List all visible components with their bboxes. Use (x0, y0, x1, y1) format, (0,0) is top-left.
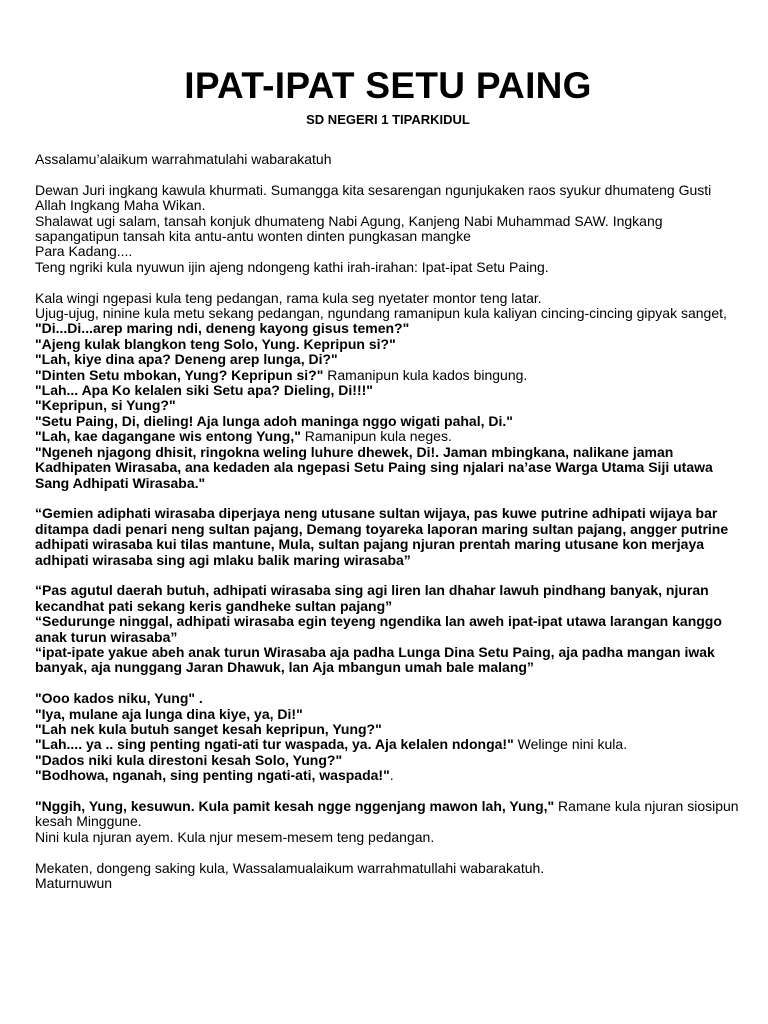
dialogue-line: “Sedurunge ninggal, adhipati wirasaba egin teyeng ngendika lan aweh ipat-ipat utawa larangan kanggo anak turun wirasaba” (35, 613, 722, 645)
dialogue-text: "Di...Di...arep maring ndi, deneng kayong gisus temen?" (35, 320, 410, 337)
dialogue-line: "Iya, mulane aja lunga dina kiye, ya, Di!" (35, 705, 303, 722)
dialogue-line: "Lah... Apa Ko kelalen siki Setu apa? Dieling, Di!!!" (35, 382, 373, 399)
narration-text: Welinge nini kula. (513, 736, 628, 753)
narration-text: Ujug-ujug, ninine kula metu sekang pedangan, ngundang ramanipun kula kaliyan cincing-cincing gipyak sanget, (35, 305, 727, 322)
text-line: Kala wingi ngepasi kula teng pedangan, rama kula seg nyetater montor teng latar. (35, 289, 542, 306)
paragraph-spacer (35, 568, 741, 583)
dialogue-line: "Ooo kados niku, Yung" . (35, 690, 203, 707)
text-line: Mekaten, dongeng saking kula, Wassalamualaikum warrahmatullahi wabarakatuh. (35, 859, 545, 876)
opening-paragraph (35, 183, 741, 275)
departure-paragraph (35, 799, 741, 845)
dialogue-text: "Bodhowa, nganah, sing penting ngati-ati, waspada!" (35, 767, 390, 784)
closing-paragraph (35, 861, 741, 892)
paragraph-spacer (35, 491, 741, 506)
document-page (35, 62, 741, 891)
dialogue-line: "Lah, kiye dina apa? Deneng arep lunga, Di?" (35, 351, 338, 368)
paragraph-spacer (35, 275, 741, 290)
text-line (35, 768, 741, 783)
narration-text: . (389, 767, 394, 784)
text-line: Shalawat ugi salam, tansah konjuk dhumateng Nabi Agung, Kanjeng Nabi Muhammad SAW. Ingkang sapangatipun tansah kita antu-antu wonten dinten pungkasan mangke (35, 212, 663, 245)
greeting-paragraph (35, 152, 741, 167)
dialogue-line: “ipat-ipate yakue abeh anak turun Wirasaba aja padha Lunga Dina Setu Paing, aja padha mangan iwak banyak, aja nunggang Jaran Dhawuk, lan Aja mbangun umah bale malang” (35, 643, 715, 676)
dialogue-line: "Ajeng kulak blangkon teng Solo, Yung. Kepripun si?" (35, 335, 396, 352)
narration-text: Ramanipun kula neges. (300, 428, 452, 445)
text-line (35, 306, 741, 337)
text-line: Nini kula njuran ayem. Kula njur mesem-mesem teng pedangan. (35, 828, 435, 845)
paragraph-spacer (35, 676, 741, 691)
text-line: Para Kadang.... (35, 243, 133, 260)
text-line: Maturnuwun (35, 874, 113, 891)
history-paragraph (35, 506, 741, 568)
dialogue-text: "Lah, kae dagangane wis entong Yung," (35, 428, 301, 445)
text-line: Teng ngriki kula nyuwun ijin ajeng ndongeng kathi irah-irahan: Ipat-ipat Setu Paing. (35, 258, 549, 275)
greeting-line: Assalamu’alaikum warrahmatulahi wabarakatuh (35, 151, 332, 167)
text-line (35, 799, 741, 830)
paragraph-spacer (35, 845, 741, 860)
text-line (35, 737, 741, 752)
dialogue-line: "Ngeneh njagong dhisit, ringokna weling luhure dhewek, Di!. Jaman mbingkana, nalikane jaman Kadhipaten Wirasaba, ana kedaden ala ngepasi Setu Paing sing njalari na’ase Warga Utama Siji utawa Sang Adhipati Wirasaba." (35, 443, 713, 491)
dialogue-text: "Nggih, Yung, kesuwun. Kula pamit kesah ngge nggenjang mawon lah, Yung," (35, 797, 555, 814)
text-line (35, 429, 741, 444)
document-title: IPAT-IPAT SETU PAING (184, 65, 592, 106)
curse-paragraph (35, 583, 741, 675)
dialogue-line: "Lah nek kula butuh sanget kesah kepripun, Yung?" (35, 720, 382, 737)
paragraph-spacer (35, 167, 741, 182)
dialogue-line: “Gemien adiphati wirasaba diperjaya neng utusane sultan wijaya, pas kuwe putrine adhipati wijaya bar ditampa dadi penari neng sultan pajang, Demang toyareka laporan maring sultan pajang, angger putrine adhipati wirasaba kui tilas mantune, Mula, sultan pajang njuran prentah maring utusane kon merjaya adhipati wirasaba sing agi mlaku balik maring wirasaba” (35, 505, 729, 568)
closing-dialogue-paragraph (35, 691, 741, 783)
text-line (35, 368, 741, 383)
paragraph-spacer (35, 784, 741, 799)
document-subtitle: SD NEGERI 1 TIPARKIDUL (306, 112, 470, 127)
story-dialogue-paragraph (35, 291, 741, 491)
dialogue-line: “Pas agutul daerah butuh, adhipati wirasaba sing agi liren lan dhahar lawuh pindhang banyak, njuran kecandhat pati sekang keris gandheke sultan pajang” (35, 582, 709, 614)
dialogue-line: "Kepripun, si Yung?" (35, 397, 176, 414)
dialogue-text: "Dinten Setu mbokan, Yung? Kepripun si?" (35, 366, 324, 383)
text-line: Dewan Juri ingkang kawula khurmati. Sumangga kita sesarengan ngunjukaken raos syukur dhumateng Gusti Allah Ingkang Maha Wikan. (35, 181, 712, 214)
dialogue-line: "Dados niki kula direstoni kesah Solo, Yung?" (35, 751, 343, 768)
narration-text: Ramanipun kula kados bingung. (323, 366, 528, 383)
dialogue-text: "Lah.... ya .. sing penting ngati-ati tur waspada, ya. Aja kelalen ndonga!" (35, 736, 514, 753)
narration-text: Ramane kula njuran siosipun kesah Minggune. (35, 797, 739, 830)
dialogue-line: "Setu Paing, Di, dieling! Aja lunga adoh maninga nggo wigati pahal, Di." (35, 412, 513, 429)
